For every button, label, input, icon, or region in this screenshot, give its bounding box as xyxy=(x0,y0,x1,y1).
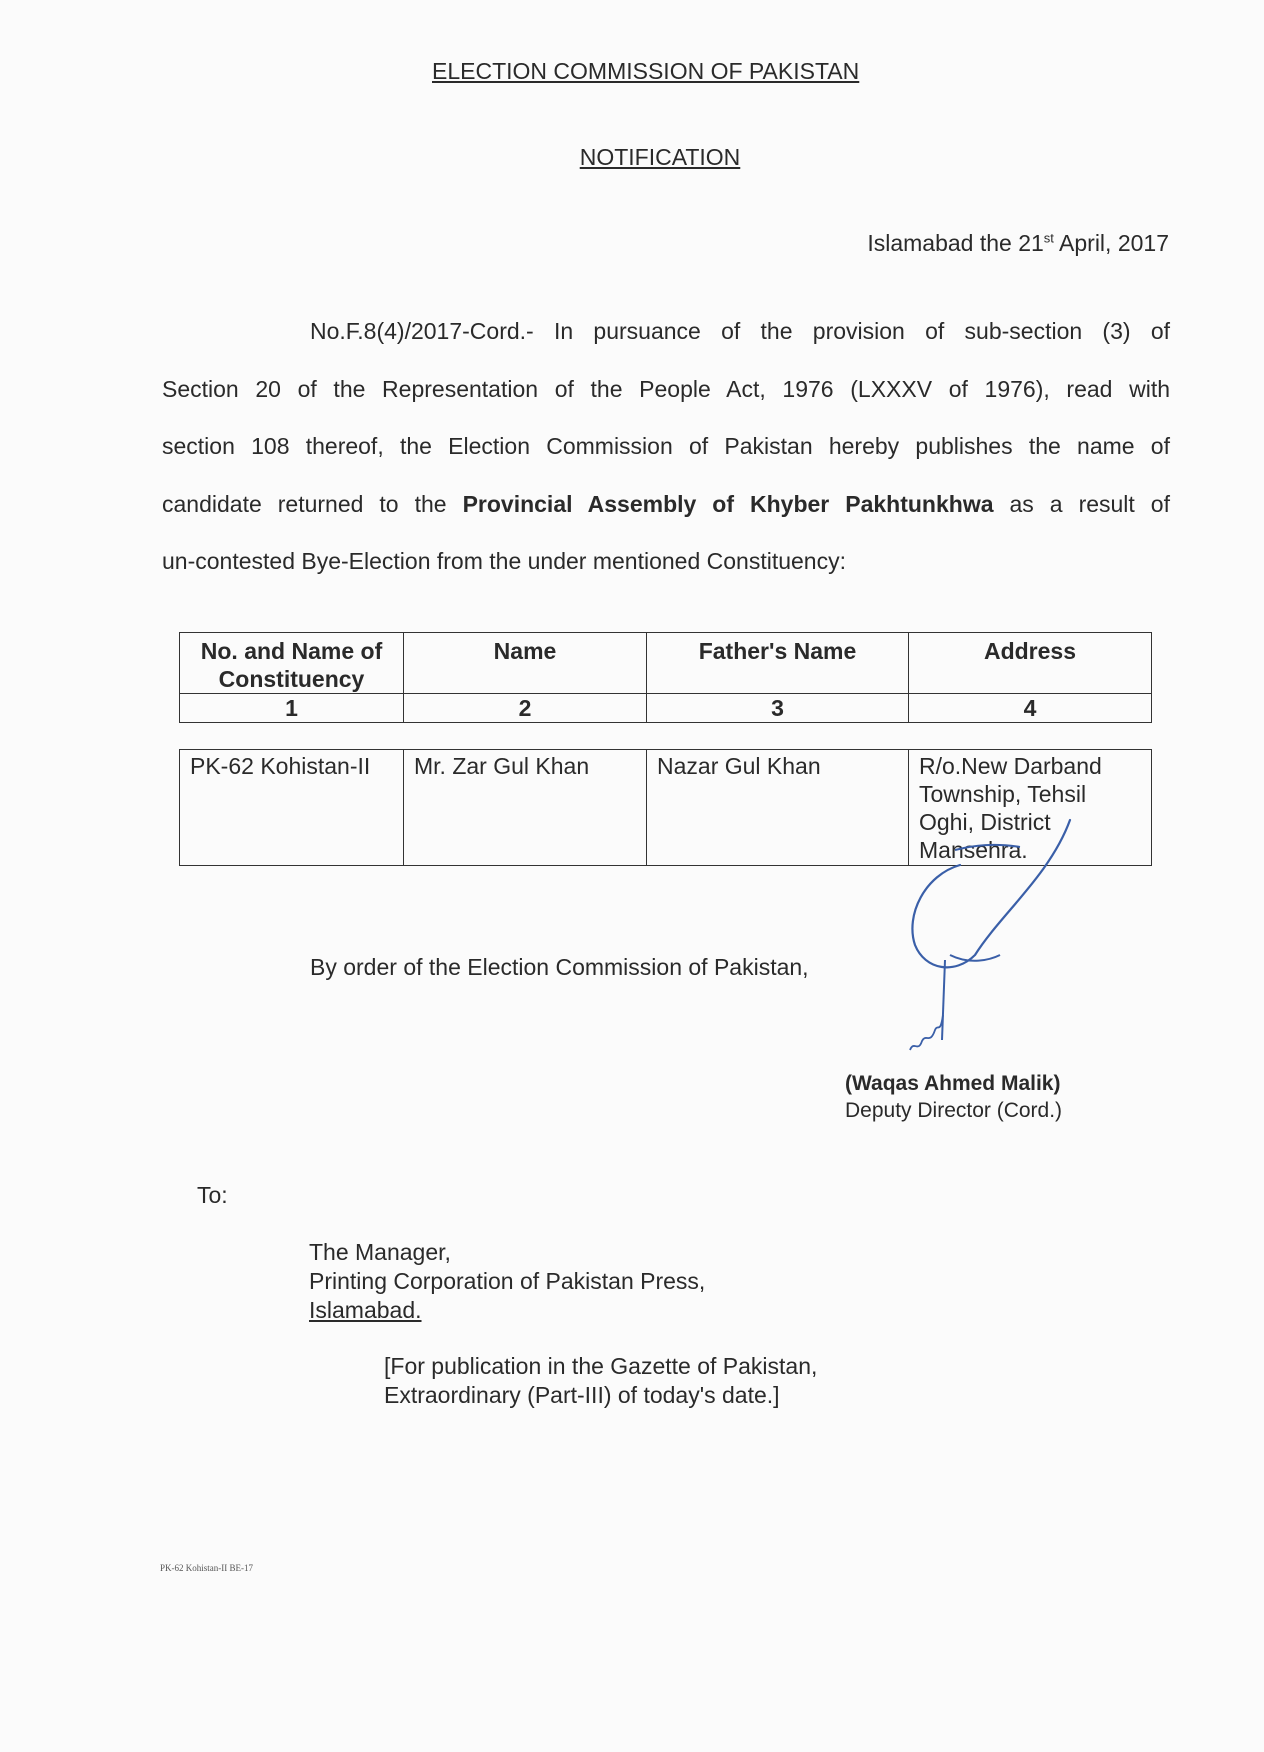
recipient-line-3: Islamabad. xyxy=(309,1297,422,1323)
footer-reference: PK-62 Kohistan-II BE-17 xyxy=(160,1563,253,1573)
body-line-4-end: as a result of xyxy=(993,490,1170,517)
recipient-line-1: The Manager, xyxy=(309,1239,451,1265)
column-number-4: 4 xyxy=(909,694,1152,723)
signature-scribble xyxy=(910,1015,943,1050)
assembly-name: Provincial Assembly of Khyber Pakhtunkhwa xyxy=(462,490,994,517)
date-suffix: st xyxy=(1043,230,1054,246)
signature-stem xyxy=(942,960,945,1040)
header-address: Address xyxy=(909,633,1152,694)
cell-constituency: PK-62 Kohistan-II xyxy=(180,750,404,866)
header-name: Name xyxy=(404,633,647,694)
header-constituency: No. and Name of Constituency xyxy=(180,633,404,694)
cell-father: Nazar Gul Khan xyxy=(647,750,909,866)
address-line-4: Mansehra. xyxy=(919,837,1028,863)
column-number-3: 3 xyxy=(647,694,909,723)
column-number-1: 1 xyxy=(180,694,404,723)
address-line-2: Township, Tehsil xyxy=(919,781,1087,807)
constituency-header-table xyxy=(179,632,1152,723)
body-line-2: Section 20 of the Representation of the People Act, 1976 (LXXXV of 1976), read with xyxy=(162,375,1170,402)
date-prefix: Islamabad the 21 xyxy=(867,230,1044,256)
order-line: By order of the Election Commission of Pakistan, xyxy=(310,954,809,980)
to-label: To: xyxy=(197,1182,228,1208)
recipient-address xyxy=(309,1238,705,1325)
address-line-1: R/o.New Darband xyxy=(919,753,1102,779)
signatory-designation: Deputy Director (Cord.) xyxy=(845,1099,1063,1122)
header-father: Father's Name xyxy=(647,633,909,694)
date-rest: April, 2017 xyxy=(1053,230,1169,256)
cell-name: Mr. Zar Gul Khan xyxy=(404,750,647,866)
recipient-line-2: Printing Corporation of Pakistan Press, xyxy=(309,1268,706,1294)
signature-loop xyxy=(912,820,1070,967)
note-line-1: [For publication in the Gazette of Pakistan, xyxy=(384,1353,818,1379)
body-line-5: un-contested Bye-Election from the under mentioned Constituency: xyxy=(162,548,846,574)
body-line-3: section 108 thereof, the Election Commission of Pakistan hereby publishes the name of xyxy=(162,433,1170,459)
signatory-name: (Waqas Ahmed Malik) xyxy=(845,1072,1061,1095)
body-line-1: No.F.8(4)/2017-Cord.- In pursuance of the provision of sub-section (3) of xyxy=(310,318,1170,344)
signature-strike xyxy=(955,845,1020,850)
publication-note xyxy=(384,1352,817,1410)
address-line-3: Oghi, District xyxy=(919,809,1051,835)
note-line-2: Extraordinary (Part-III) of today's date.] xyxy=(384,1382,780,1408)
document-title: ELECTION COMMISSION OF PAKISTAN xyxy=(432,58,860,84)
signature-mark xyxy=(880,815,1080,1075)
notification-body xyxy=(162,303,1170,591)
body-line-4-start: candidate returned to the xyxy=(162,490,463,517)
notification-heading: NOTIFICATION xyxy=(579,144,741,170)
body-line-4 xyxy=(162,476,1170,534)
column-number-2: 2 xyxy=(404,694,647,723)
date-line xyxy=(867,230,1169,257)
